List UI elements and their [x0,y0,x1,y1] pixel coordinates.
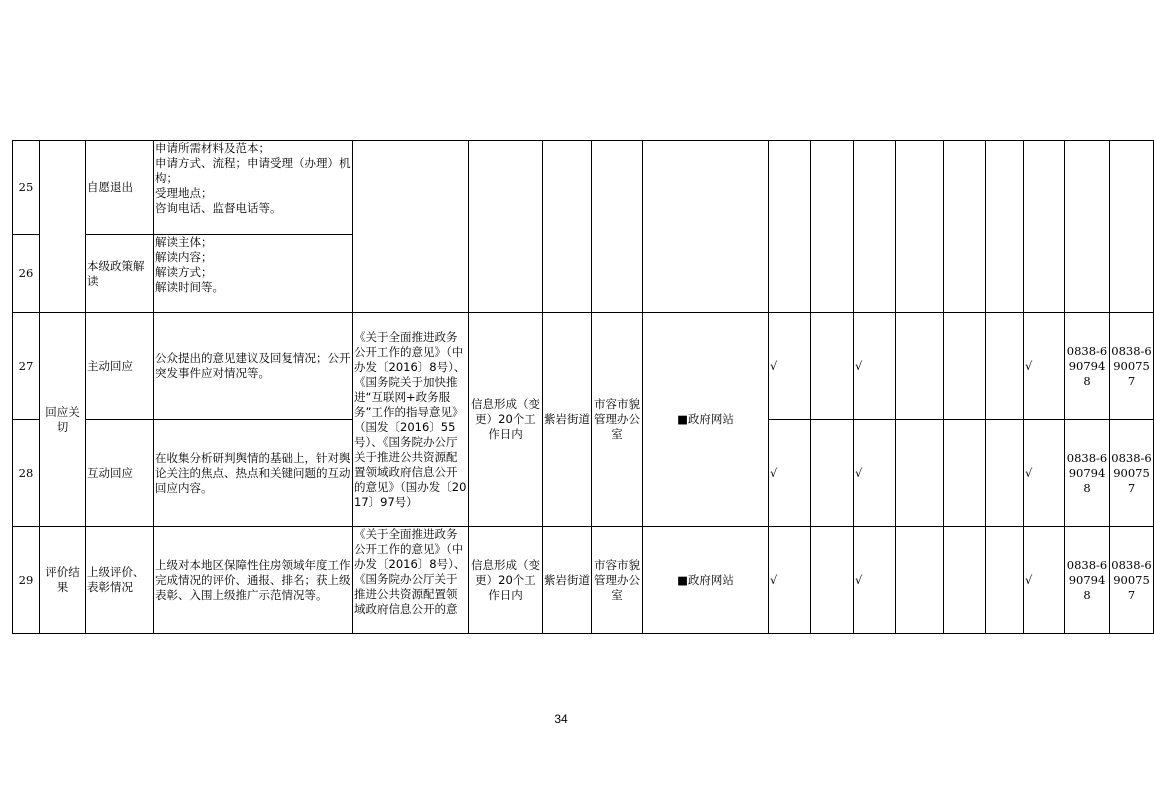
mark-cell-empty [811,420,854,527]
item-name: 互动回应 [86,420,154,527]
table-row [13,141,1154,235]
content-line: 解读内容； [155,250,213,264]
mark-cell-empty [896,527,944,634]
office: 市容市貌管理办公室 [592,527,643,634]
time-limit: 信息形成（变更）20个工作日内 [469,527,543,634]
check-mark: √ [1024,420,1065,527]
item-name: 主动回应 [86,313,154,420]
phone-number: 0838-6907948 [1065,527,1110,634]
row-number: 25 [13,141,40,235]
check-mark: √ [1024,313,1065,420]
mark-cell-empty [811,527,854,634]
mark-cell-empty [986,420,1024,527]
table-row [13,527,1154,634]
content-line: 解读方式； [155,265,213,279]
phone-number: 0838-6907948 [1065,313,1110,420]
disclosure-table [12,140,1154,634]
phone-number: 0838-6907948 [1065,420,1110,527]
mark-cell-empty [986,141,1024,313]
table-row [13,313,1154,420]
check-mark: √ [769,527,811,634]
row-number: 26 [13,235,40,313]
mark-cell-empty [896,141,944,313]
channel: ■政府网站 [643,527,769,634]
phone-cell-empty [1065,141,1110,313]
mark-cell-empty [811,313,854,420]
subject: 紫岩街道 [543,313,592,527]
content-cell: 上级对本地区保障性住房领域年度工作完成情况的评价、通报、排名；获上级表彰、入围上级推广示范情况等。 [154,527,353,634]
basis-cell-empty [353,141,469,313]
row-number: 28 [13,420,40,527]
mark-cell-empty [1024,141,1065,313]
time-limit: 信息形成（变更）20个工作日内 [469,313,543,527]
phone-number: 0838-6900757 [1110,420,1154,527]
content-line: 申请方式、流程；申请受理（办理）机构； [155,156,351,185]
mark-cell-empty [896,313,944,420]
content-cell [154,141,353,235]
subject: 紫岩街道 [543,527,592,634]
page-number: 34 [554,712,568,726]
channel: ■政府网站 [643,313,769,527]
phone-number: 0838-6900757 [1110,313,1154,420]
content-line: 咨询电话、监督电话等。 [155,201,282,215]
check-mark: √ [769,313,811,420]
content-cell: 公众提出的意见建议及回复情况；公开突发事件应对情况等。 [154,313,353,420]
phone-cell-empty [1110,141,1154,313]
mark-cell-empty [769,141,811,313]
check-mark: √ [769,420,811,527]
subject-cell-empty [543,141,592,313]
mark-cell-empty [944,141,986,313]
basis-cell: 《关于全面推进政务公开工作的意见》（中办发〔2016〕8号）、《国务院办公厅关于推进公共资源配置领域政府信息公开的意 [353,527,469,634]
check-mark: √ [854,313,896,420]
basis-cell: 《关于全面推进政务公开工作的意见》（中办发〔2016〕8号）、《国务院关于加快推进“互联网+政务服务”工作的指导意见》（国发〔2016〕55号）、《国务院办公厅关于推进公共资源配置领域政府信息公开的意见》（国办发〔2017〕97号） [353,313,469,527]
mark-cell-empty [986,313,1024,420]
mark-cell-empty [811,141,854,313]
mark-cell-empty [944,527,986,634]
category-name: 回应关切 [40,313,86,527]
item-name: 自愿退出 [86,141,154,235]
category-cell-empty [40,141,86,313]
item-name: 本级政策解读 [86,235,154,313]
category-name: 评价结果 [40,527,86,634]
mark-cell-empty [944,313,986,420]
check-mark: √ [854,420,896,527]
content-line: 解读时间等。 [155,280,224,294]
office-cell-empty [592,141,643,313]
row-number: 27 [13,313,40,420]
phone-number: 0838-6900757 [1110,527,1154,634]
check-mark: √ [854,527,896,634]
content-line: 受理地点； [155,186,213,200]
content-line: 解读主体； [155,235,213,249]
item-name: 上级评价、表彰情况 [86,527,154,634]
content-cell [154,235,353,313]
mark-cell-empty [986,527,1024,634]
mark-cell-empty [944,420,986,527]
mark-cell-empty [896,420,944,527]
mark-cell-empty [854,141,896,313]
channel-cell-empty [643,141,769,313]
time-cell-empty [469,141,543,313]
row-number: 29 [13,527,40,634]
check-mark: √ [1024,527,1065,634]
office: 市容市貌管理办公室 [592,313,643,527]
content-line: 申请所需材料及范本； [155,141,270,155]
content-cell: 在收集分析研判舆情的基础上，针对舆论关注的焦点、热点和关键问题的互动回应内容。 [154,420,353,527]
